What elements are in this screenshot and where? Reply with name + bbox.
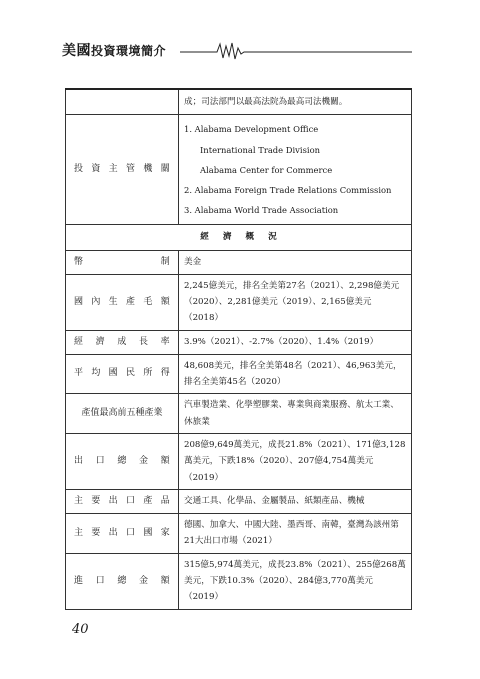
authority-line: International Trade Division [200,144,321,155]
row-value: 208億9,649萬美元，成長21.8%（2021）、171億3,128萬美元，下跌18%（2020）、207億4,754萬美元（2019） [179,434,412,490]
row-value: 汽車製造業、化學塑膠業、專業與商業服務、航太工業、休旅業 [179,394,412,434]
table-row [66,89,412,115]
table-row [66,434,412,490]
row-label: 進口總金額 [66,553,179,609]
row-label: 主要出口產品 [66,489,179,513]
section-title: 經濟概況 [66,225,412,250]
table-row [66,274,412,330]
government-text-cell: 成；司法部門以最高法院為最高司法機關。 [179,89,412,115]
table-row [66,514,412,554]
row-value: 2,245億美元，排名全美第27名（2021）、2,298億美元（2020）、2,281億美元（2019）、2,165億美元（2018） [179,274,412,330]
authority-line: 1. Alabama Development Office [184,124,319,135]
row-label: 國內生產毛額 [66,274,179,330]
authority-line: Alabama Center for Commerce [200,164,333,175]
authority-list [179,115,412,225]
table-row [66,225,412,250]
table-row [66,250,412,274]
table-row [66,553,412,609]
row-label: 產值最高前五種產業 [66,394,179,434]
header-pulse-line [62,40,422,62]
row-value: 交通工具、化學品、金屬製品、紙類產品、機械 [179,489,412,513]
authority-label: 投資主管機關 [66,115,179,225]
row-value: 德國、加拿大、中國大陸、墨西哥、南韓，臺灣為該州第21大出口市場（2021） [179,514,412,554]
page-number: 40 [72,622,89,637]
row-value: 48,608美元，排名全美第48名（2021）、46,963美元，排名全美第45名（2020） [179,354,412,394]
row-label: 出口總金額 [66,434,179,490]
empty-label-cell [66,89,179,115]
running-header [62,40,422,62]
row-label: 主要出口國家 [66,514,179,554]
header-title-prefix: 美國 [62,43,91,59]
table-row [66,354,412,394]
row-label: 幣制 [66,250,179,274]
row-label: 平均國民所得 [66,354,179,394]
table-row [66,489,412,513]
row-value: 美金 [179,250,412,274]
header-title-rest: 投資環境簡介 [91,44,167,58]
investment-info-table [65,88,412,610]
table-row [66,330,412,354]
authority-line: 2. Alabama Foreign Trade Relations Commission [184,184,392,195]
row-value: 315億5,974萬美元，成長23.8%（2021）、255億268萬美元，下跌10.3%（2020）、284億3,770萬美元（2019） [179,553,412,609]
table-row [66,394,412,434]
row-value: 3.9%（2021）、-2.7%（2020）、1.4%（2019） [179,330,412,354]
table-row [66,115,412,225]
authority-line: 3. Alabama World Trade Association [184,205,339,216]
row-label: 經濟成長率 [66,330,179,354]
